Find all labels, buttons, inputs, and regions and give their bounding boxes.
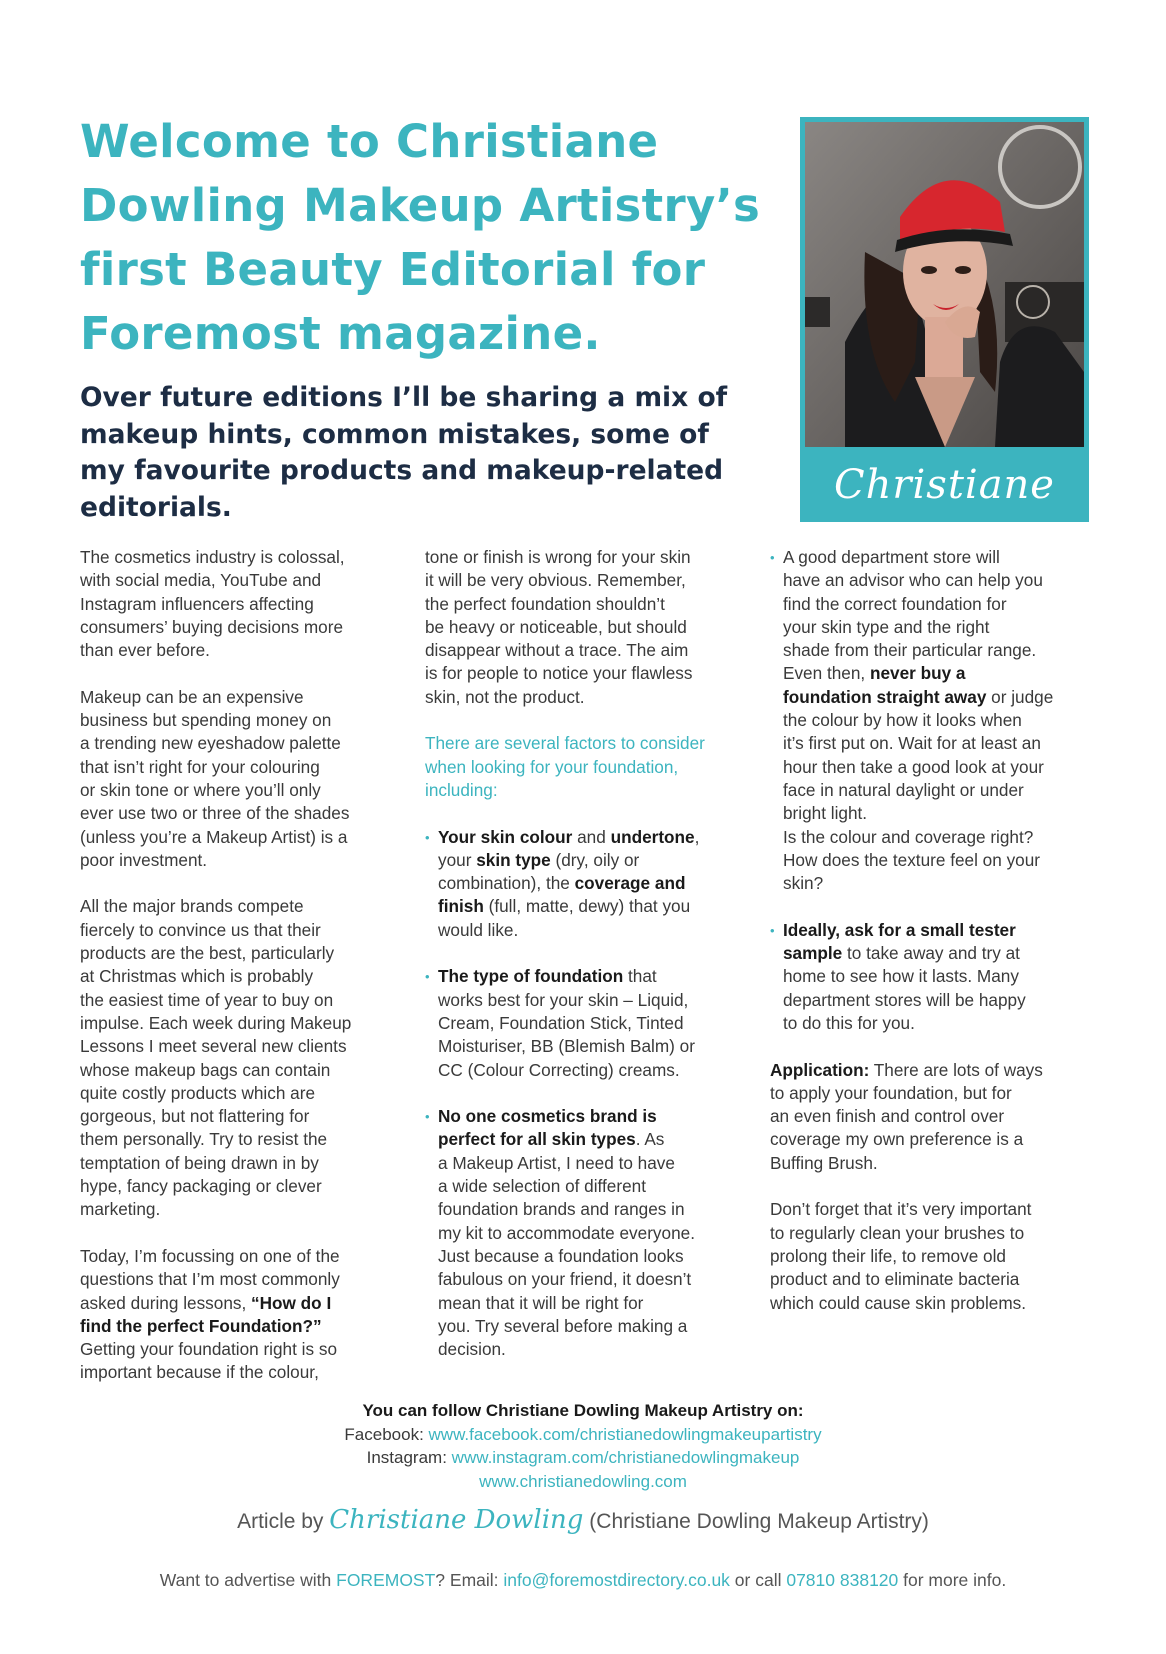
- body-line: shade from their particular range.: [783, 640, 1037, 661]
- body-line: [438, 1105, 745, 1128]
- footer-text: for more info.: [898, 1570, 1007, 1590]
- bold-run: coverage and: [574, 873, 686, 894]
- bold-run: Ideally, ask for a small tester: [783, 919, 1016, 940]
- byline-suffix: (Christiane Dowling Makeup Artistry): [583, 1510, 929, 1533]
- body-line: the easiest time of year to buy on: [80, 989, 334, 1010]
- footer-text: Want to advertise with: [159, 1570, 337, 1590]
- body-line: Is the colour and coverage right?: [783, 826, 1034, 847]
- bold-run: “How do I: [251, 1292, 332, 1313]
- body-line: [438, 965, 745, 988]
- body-line: product and to eliminate bacteria: [770, 1269, 1020, 1290]
- body-line: A good department store will: [783, 547, 1000, 567]
- body-line: to do this for you.: [783, 1012, 915, 1033]
- body-line: find the correct foundation for: [783, 593, 1007, 614]
- website-link[interactable]: www.christianedowling.com: [479, 1471, 687, 1491]
- body-line: Cream, Foundation Stick, Tinted: [438, 1012, 684, 1033]
- bold-run: never buy a: [869, 663, 966, 684]
- body-line: [438, 1128, 745, 1151]
- body-line: [80, 1292, 400, 1315]
- body-line: impulse. Each week during Makeup: [80, 1012, 352, 1033]
- body-line: my kit to accommodate everyone.: [438, 1222, 695, 1243]
- intro-highlight-line: There are several factors to consider: [425, 733, 705, 754]
- body-line: the colour by how it looks when: [783, 710, 1022, 731]
- instagram-link[interactable]: www.instagram.com/christianedowlingmakeup: [451, 1448, 800, 1468]
- body-line: fabulous on your friend, it doesn’t: [438, 1269, 692, 1290]
- bold-run: No one cosmetics brand is: [438, 1106, 657, 1127]
- phone-link[interactable]: 07810 838120: [786, 1570, 899, 1590]
- text-run: Even then,: [783, 663, 870, 684]
- body-line: fiercely to convince us that their: [80, 919, 321, 940]
- byline-prefix: Article by: [237, 1510, 330, 1533]
- article-column-2: [425, 546, 745, 1361]
- text-run: (full, matte, dewy) that you: [483, 896, 691, 917]
- body-line: temptation of being drawn in by: [80, 1152, 319, 1173]
- body-line: which could cause skin problems.: [770, 1292, 1027, 1313]
- intro-highlight-line: including:: [425, 779, 498, 800]
- bold-run: foundation straight away: [783, 686, 987, 707]
- body-line: whose makeup bags can contain: [80, 1059, 331, 1080]
- bold-run: perfect for all skin types: [438, 1129, 636, 1150]
- bullet-item: [425, 826, 745, 942]
- body-line: Just because a foundation looks: [438, 1245, 684, 1266]
- body-line: prolong their life, to remove old: [770, 1245, 1006, 1266]
- footer-text: or call: [729, 1570, 787, 1590]
- body-line: Instagram influencers affecting: [80, 593, 314, 614]
- text-run: or judge: [986, 686, 1054, 707]
- text-run: (dry, oily or: [550, 849, 640, 870]
- website-line: [0, 1470, 1166, 1494]
- subheading-line: Over future editions I’ll be sharing a mix of: [80, 382, 728, 413]
- body-line: quite costly products which are: [80, 1082, 316, 1103]
- body-line: department stores will be happy: [783, 989, 1026, 1010]
- body-line: skin, not the product.: [425, 686, 585, 707]
- text-run: There are lots of ways: [869, 1059, 1043, 1080]
- bold-run: finish: [438, 896, 484, 917]
- body-line: mean that it will be right for: [438, 1292, 644, 1313]
- body-line: with social media, YouTube and: [80, 570, 322, 591]
- author-photo-card: [800, 117, 1089, 522]
- facebook-label: Facebook:: [344, 1424, 429, 1444]
- body-line: to apply your foundation, but for: [770, 1082, 1012, 1103]
- bullet-item: [770, 919, 1100, 1035]
- bold-run: Your skin colour: [438, 826, 573, 847]
- bullet-icon: •: [425, 1109, 430, 1125]
- body-line: it will be very obvious. Remember,: [425, 570, 686, 591]
- body-line: is for people to notice your flawless: [425, 663, 693, 684]
- body-line: All the major brands compete: [80, 896, 304, 917]
- body-line: decision.: [438, 1339, 506, 1360]
- body-line: Makeup can be an expensive: [80, 686, 304, 707]
- intro-highlight-line: when looking for your foundation,: [425, 756, 679, 777]
- brand-name: FOREMOST: [336, 1570, 436, 1590]
- byline: [0, 1505, 1166, 1535]
- body-line: a trending new eyeshadow palette: [80, 733, 341, 754]
- footer-text: ? Email:: [435, 1570, 504, 1590]
- body-line: (unless you’re a Makeup Artist) is a: [80, 826, 348, 847]
- bold-run: skin type: [476, 849, 551, 870]
- bullet-icon: •: [425, 829, 430, 845]
- body-line: gorgeous, but not flattering for: [80, 1106, 310, 1127]
- body-line: a Makeup Artist, I need to have: [438, 1152, 675, 1173]
- bold-run: Application:: [770, 1059, 870, 1080]
- body-line: Moisturiser, BB (Blemish Balm) or: [438, 1036, 695, 1057]
- text-run: your: [438, 849, 477, 870]
- facebook-link[interactable]: www.facebook.com/christianedowlingmakeupartistry: [428, 1424, 822, 1444]
- body-line: [438, 895, 745, 918]
- headline: [80, 110, 800, 366]
- body-line: coverage my own preference is a: [770, 1129, 1024, 1150]
- body-line: questions that I’m most commonly: [80, 1269, 340, 1290]
- body-line: have an advisor who can help you: [783, 570, 1043, 591]
- article-column-3: [770, 546, 1100, 1315]
- article-column-1: [80, 546, 400, 1385]
- body-line: business but spending money on: [80, 710, 332, 731]
- headline-line: Foremost magazine.: [80, 307, 601, 360]
- bullet-icon: •: [770, 922, 775, 938]
- body-line: works best for your skin – Liquid,: [438, 989, 689, 1010]
- text-run: to take away and try at: [842, 943, 1020, 964]
- bold-run: sample: [783, 943, 843, 964]
- body-line: a wide selection of different: [438, 1176, 646, 1197]
- body-line: [783, 686, 1100, 709]
- advertise-footer: [0, 1570, 1166, 1591]
- headline-line: Dowling Makeup Artistry’s: [80, 179, 761, 232]
- body-line: Lessons I meet several new clients: [80, 1036, 347, 1057]
- body-line: [783, 662, 1100, 685]
- body-line: home to see how it lasts. Many: [783, 966, 1019, 987]
- body-line: marketing.: [80, 1199, 161, 1220]
- bullet-icon: •: [425, 969, 430, 985]
- body-line: [770, 1059, 1100, 1082]
- photo-caption-signature: Christiane: [834, 461, 1055, 508]
- body-line: [80, 1315, 400, 1338]
- body-line: products are the best, particularly: [80, 943, 335, 964]
- body-line: [438, 826, 745, 849]
- author-signature: Christiane Dowling: [329, 1505, 584, 1535]
- body-line: or skin tone or where you’ll only: [80, 779, 321, 800]
- body-line: face in natural daylight or under: [783, 779, 1024, 800]
- body-line: at Christmas which is probably: [80, 966, 314, 987]
- body-line: Getting your foundation right is so: [80, 1339, 338, 1360]
- body-line: The cosmetics industry is colossal,: [80, 547, 345, 567]
- bullet-item: [425, 1105, 745, 1361]
- text-run: combination), the: [438, 873, 575, 894]
- body-line: foundation brands and ranges in: [438, 1199, 685, 1220]
- body-line: How does the texture feel on your: [783, 849, 1041, 870]
- body-line: [438, 849, 745, 872]
- instagram-label: Instagram:: [366, 1448, 452, 1468]
- text-run: asked during lessons,: [80, 1292, 252, 1313]
- subheading-line: my favourite products and makeup-related: [80, 455, 724, 486]
- headline-line: Welcome to Christiane: [80, 115, 659, 168]
- text-run: . As: [635, 1129, 665, 1150]
- body-line: hype, fancy packaging or clever: [80, 1176, 322, 1197]
- headline-line: first Beauty Editorial for: [80, 243, 706, 296]
- body-line: an even finish and control over: [770, 1106, 1005, 1127]
- bullet-item: [770, 546, 1100, 895]
- body-line: it’s first put on. Wait for at least an: [783, 733, 1041, 754]
- body-line: poor investment.: [80, 849, 208, 870]
- portrait-illustration: [805, 122, 1084, 447]
- bullet-item: [425, 965, 745, 1081]
- body-line: bright light.: [783, 803, 868, 824]
- subheading-line: makeup hints, common mistakes, some of: [80, 418, 709, 450]
- body-line: [438, 872, 745, 895]
- body-line: CC (Colour Correcting) creams.: [438, 1059, 680, 1080]
- body-line: them personally. Try to resist the: [80, 1129, 328, 1150]
- facebook-line: [0, 1423, 1166, 1447]
- body-line: skin?: [783, 873, 824, 894]
- body-line: hour then take a good look at your: [783, 756, 1044, 777]
- body-line: [783, 942, 1100, 965]
- body-line: your skin type and the right: [783, 616, 990, 637]
- bold-run: undertone: [610, 826, 695, 847]
- subheading: [80, 380, 780, 526]
- instagram-line: [0, 1446, 1166, 1470]
- text-run: and: [572, 826, 611, 847]
- body-line: ever use two or three of the shades: [80, 803, 350, 824]
- body-line: disappear without a trace. The aim: [425, 640, 689, 661]
- bullet-icon: •: [770, 550, 775, 565]
- body-line: to regularly clean your brushes to: [770, 1222, 1025, 1243]
- body-line: the perfect foundation shouldn’t: [425, 593, 665, 614]
- body-line: Don’t forget that it’s very important: [770, 1199, 1032, 1220]
- body-line: be heavy or noticeable, but should: [425, 616, 687, 637]
- bold-run: find the perfect Foundation?”: [80, 1315, 322, 1336]
- body-line: important because if the colour,: [80, 1362, 319, 1383]
- body-line: you. Try several before making a: [438, 1315, 688, 1336]
- body-line: consumers’ buying decisions more: [80, 616, 344, 637]
- body-line: would like.: [438, 919, 519, 940]
- follow-title: You can follow Christiane Dowling Makeup Artistry on:: [362, 1401, 804, 1420]
- social-follow-block: [0, 1399, 1166, 1493]
- subheading-line: editorials.: [80, 491, 232, 523]
- bold-run: The type of foundation: [438, 966, 624, 987]
- text-run: ,: [694, 826, 700, 847]
- body-line: [783, 919, 1100, 942]
- text-run: that: [623, 966, 657, 987]
- body-line: that isn’t right for your colouring: [80, 756, 320, 777]
- body-line: than ever before.: [80, 640, 210, 661]
- body-line: Today, I’m focussing on one of the: [80, 1245, 340, 1266]
- body-line: tone or finish is wrong for your skin: [425, 547, 691, 567]
- email-link[interactable]: info@foremostdirectory.co.uk: [503, 1570, 730, 1590]
- body-line: Buffing Brush.: [770, 1152, 878, 1173]
- author-photo: [805, 122, 1084, 447]
